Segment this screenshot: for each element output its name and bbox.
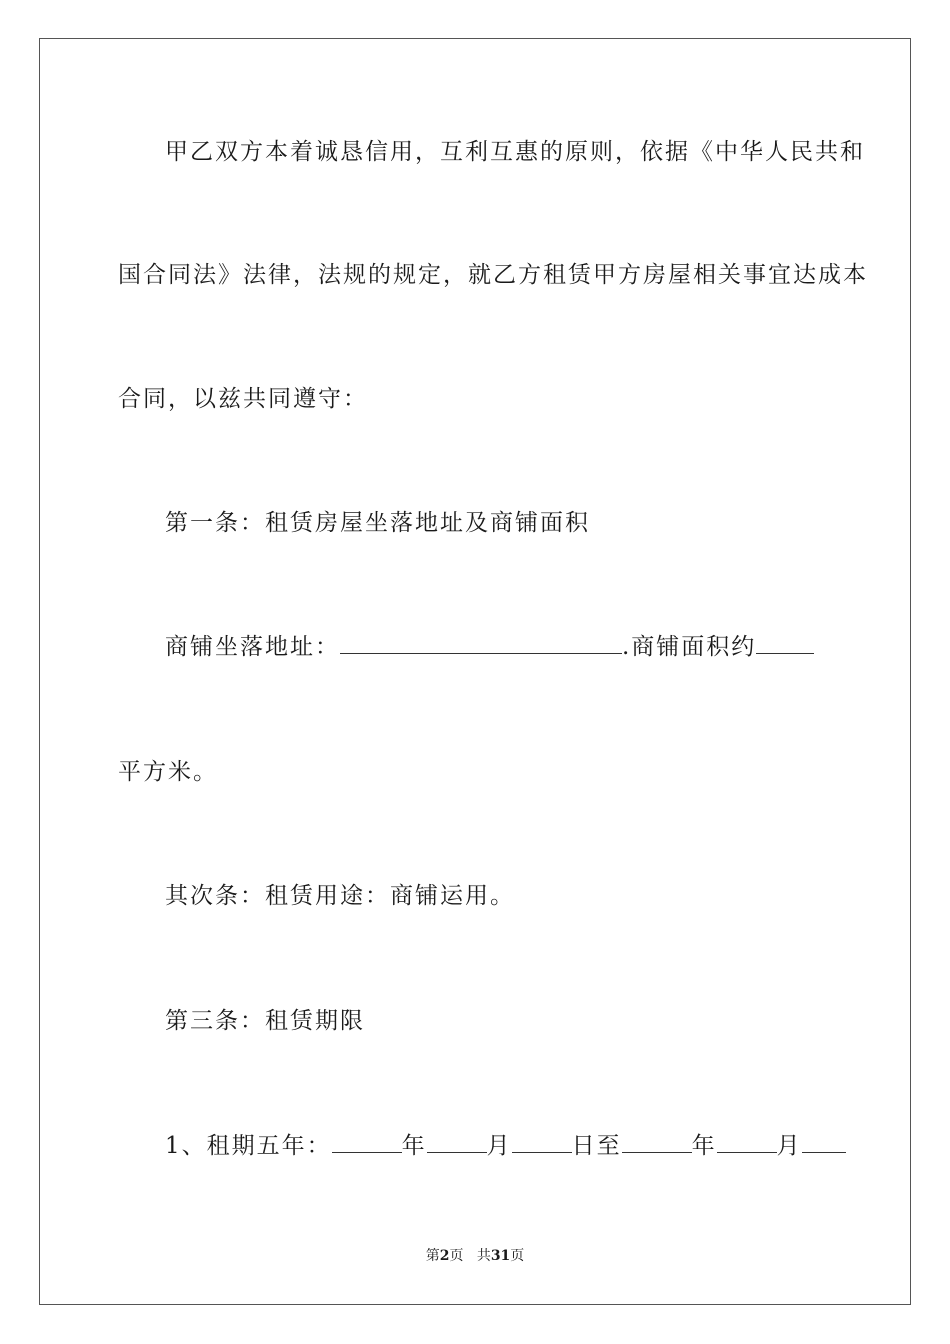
- paragraph-intro-line-1: 甲乙双方本着诚恳信用，互利互惠的原则，依据《中华人民共和: [165, 139, 865, 165]
- article-1-area-unit: 平方米。: [118, 759, 218, 785]
- start-month-blank: [427, 1132, 487, 1153]
- article-1-address-line: [165, 632, 881, 662]
- month-label-2: 月: [776, 1133, 802, 1159]
- page-footer: [0, 1247, 950, 1265]
- paragraph-intro-line-2: 国合同法》法律，法规的规定，就乙方租赁甲方房屋相关事宜达成本: [118, 262, 868, 288]
- year-label-2: 年: [691, 1133, 717, 1159]
- area-label: .商铺面积约: [622, 634, 757, 660]
- total-suffix: 页: [510, 1248, 525, 1264]
- start-day-blank: [512, 1132, 572, 1153]
- page-border: [39, 38, 911, 1305]
- address-label: 商铺坐落地址：: [165, 634, 340, 660]
- page-total: 31: [490, 1248, 511, 1264]
- month-label: 月: [486, 1133, 512, 1159]
- page-current: 2: [439, 1248, 450, 1264]
- address-blank: [340, 633, 622, 654]
- start-year-blank: [332, 1132, 402, 1153]
- day-to-label: 日至: [571, 1133, 622, 1159]
- year-label: 年: [401, 1133, 427, 1159]
- page-prefix: 第: [425, 1248, 440, 1264]
- article-3-item-1: [165, 1131, 881, 1161]
- paragraph-intro-line-3: 合同，以兹共同遵守：: [118, 386, 368, 412]
- end-month-blank: [717, 1132, 777, 1153]
- article-2: 其次条：租赁用途：商铺运用。: [165, 883, 515, 909]
- page-suffix: 页: [449, 1248, 464, 1264]
- article-3-title: 第三条：租赁期限: [165, 1008, 365, 1034]
- end-day-blank: [802, 1132, 846, 1153]
- lease-term-label: 1、租期五年：: [165, 1133, 332, 1159]
- end-year-blank: [622, 1132, 692, 1153]
- total-prefix: 共: [476, 1248, 491, 1264]
- article-1-title: 第一条：租赁房屋坐落地址及商铺面积: [165, 510, 590, 536]
- area-blank: [756, 633, 814, 654]
